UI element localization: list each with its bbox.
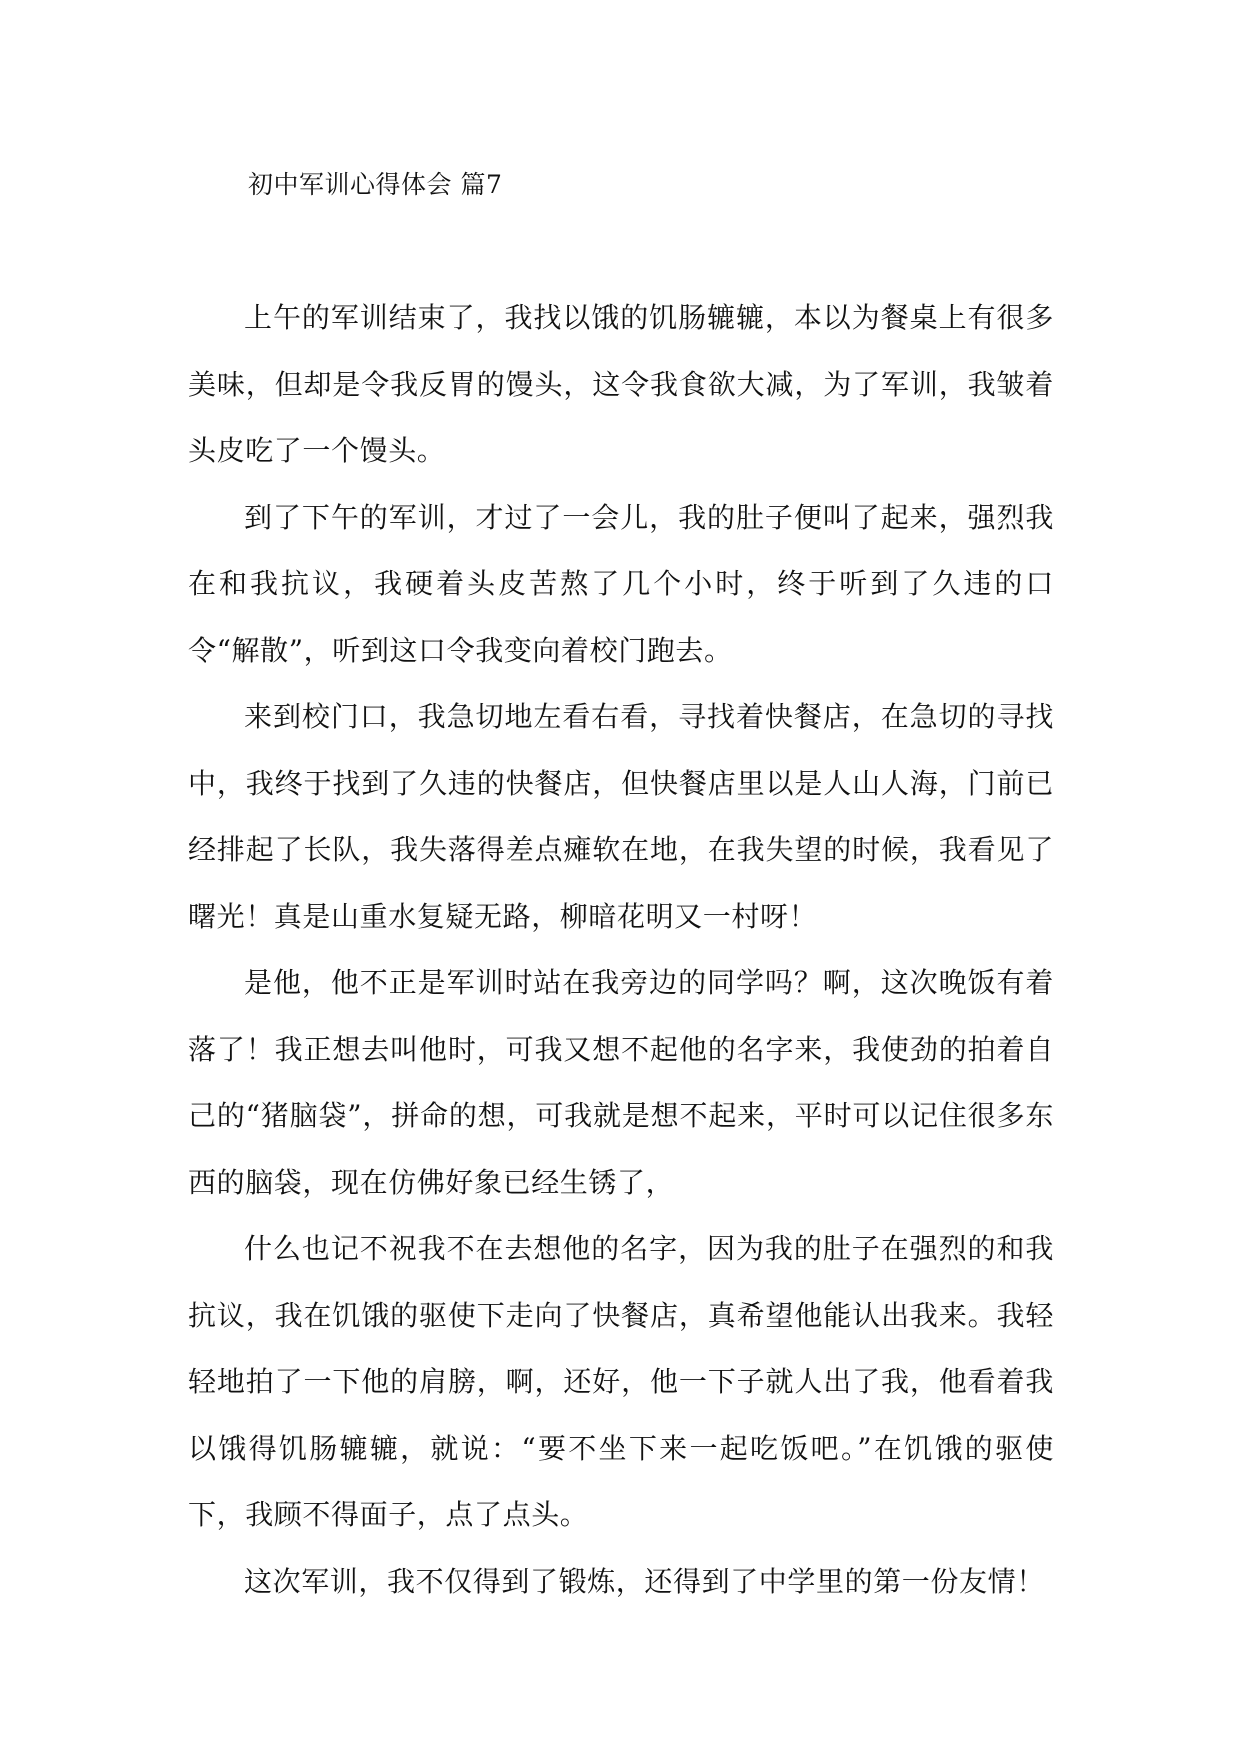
document-body xyxy=(188,285,1054,1615)
paragraph-1: 上午的军训结束了，我找以饿的饥肠辘辘，本以为餐桌上有很多美味，但却是令我反胃的馒头，这令我食欲大减，为了军训，我皱着头皮吃了一个馒头。 xyxy=(188,301,1054,467)
document-title: 初中军训心得体会 篇7 xyxy=(248,170,503,199)
paragraph-4: 是他，他不正是军训时站在我旁边的同学吗？啊，这次晚饭有着落了！我正想去叫他时，可我又想不起他的名字来，我使劲的拍着自己的“猪脑袋”，拼命的想，可我就是想不起来，平时可以记住很多东西的脑袋，现在仿佛好象已经生锈了， xyxy=(188,966,1054,1199)
paragraph-6: 这次军训，我不仅得到了锻炼，还得到了中学里的第一份友情！ xyxy=(244,1564,1045,1598)
paragraph-3: 来到校门口，我急切地左看右看，寻找着快餐店，在急切的寻找中，我终于找到了久违的快餐店，但快餐店里以是人山人海，门前已经排起了长队，我失落得差点瘫软在地，在我失望的时候，我看见了曙光！真是山重水复疑无路，柳暗花明又一村呀！ xyxy=(188,700,1054,933)
paragraph-5: 什么也记不祝我不在去想他的名字，因为我的肚子在强烈的和我抗议，我在饥饿的驱使下走向了快餐店，真希望他能认出我来。我轻轻地拍了一下他的肩膀，啊，还好，他一下子就人出了我，他看着我以饿得饥肠辘辘，就说：“要不坐下来一起吃饭吧。”在饥饿的驱使下，我顾不得面子，点了点头。 xyxy=(188,1232,1054,1531)
paragraph-2: 到了下午的军训，才过了一会儿，我的肚子便叫了起来，强烈我在和我抗议，我硬着头皮苦熬了几个小时，终于听到了久违的口令“解散”，听到这口令我变向着校门跑去。 xyxy=(188,500,1054,667)
